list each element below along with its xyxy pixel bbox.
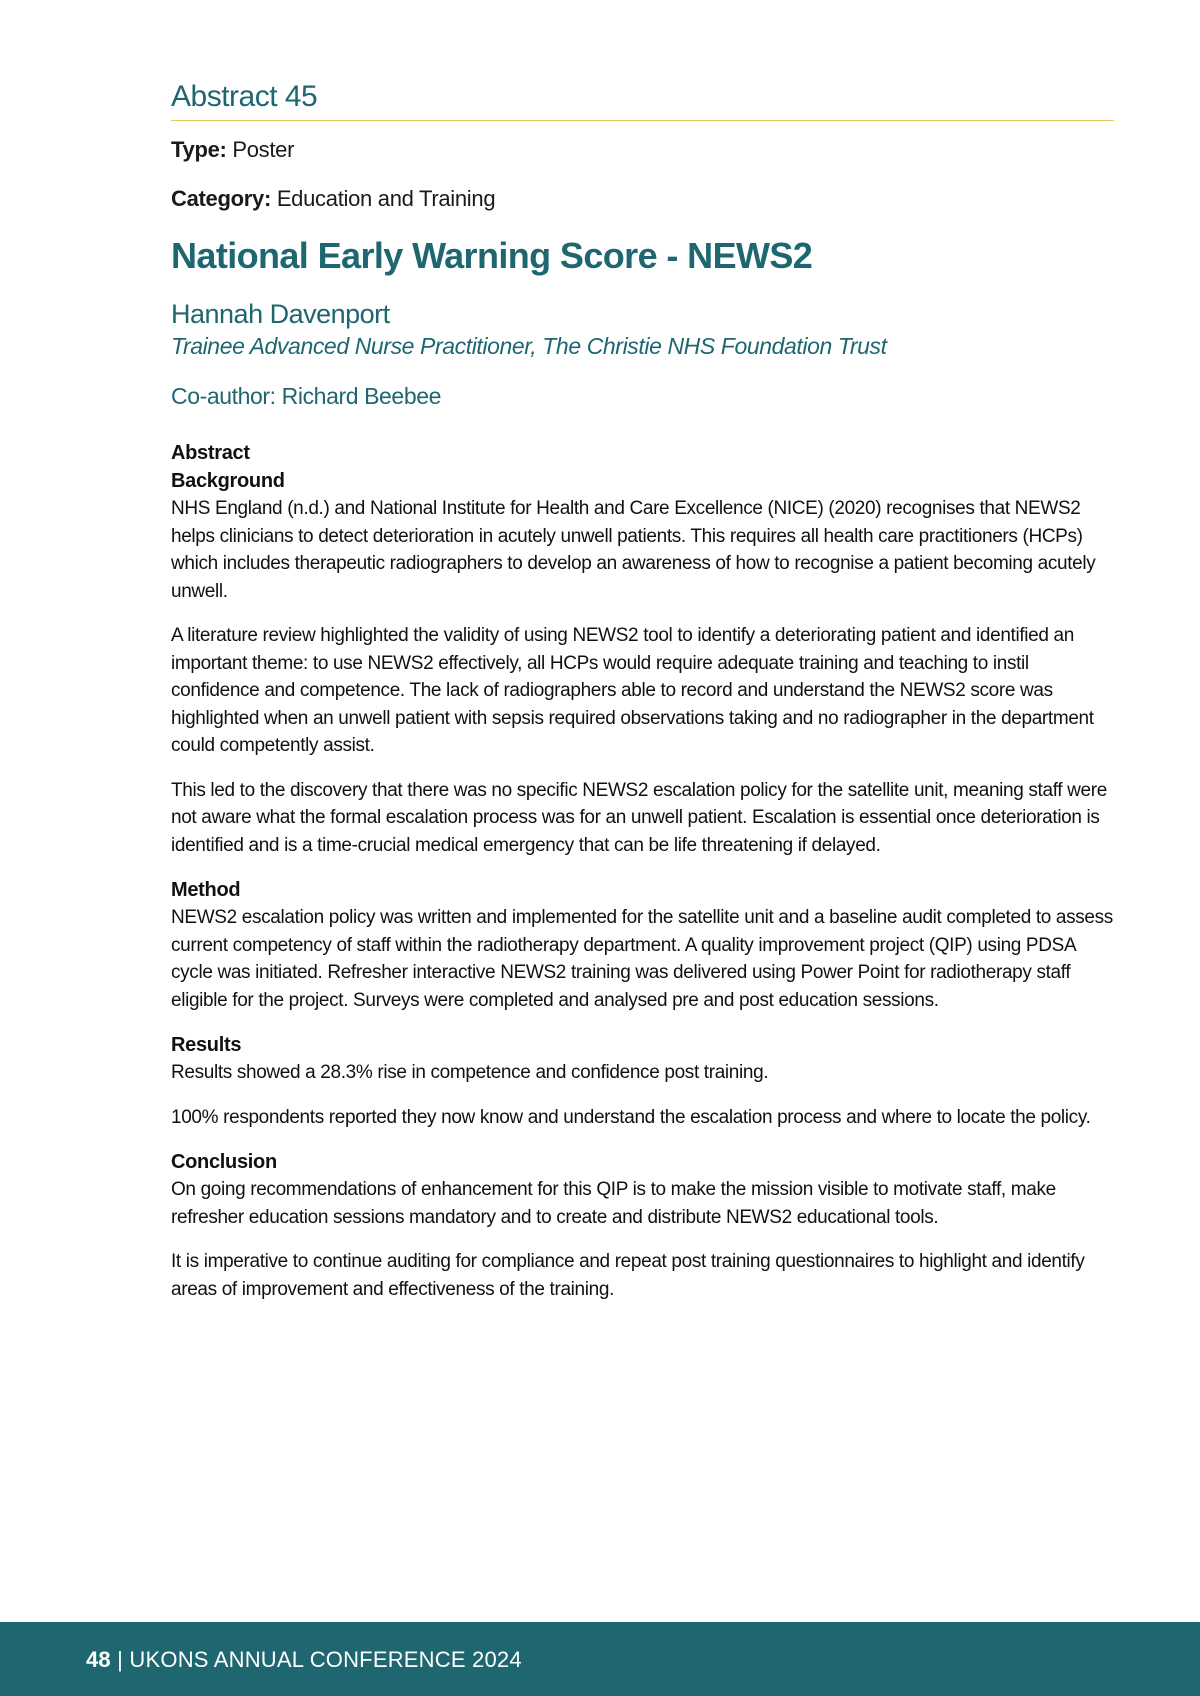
method-paragraph: NEWS2 escalation policy was written and implemented for the satellite unit and a baseline audit completed to assess current competency of staff within the radiotherapy department. A quality improvement project (QIP) using PDSA cycle was initiated. Refresher interactive NEWS2 training was delivered using Power Point for radiotherapy staff eligible for the project. Surveys were completed and analysed pre and post education sessions.	[171, 907, 1113, 1011]
abstract-heading: Abstract	[171, 442, 250, 464]
background-paragraph: NHS England (n.d.) and National Institute for Health and Care Excellence (NICE) (2020) recognises that NEWS2 helps clinicians to detect deterioration in acutely unwell patients. This requires all health care practitioners (HCPs) which includes therapeutic radiographers to develop an awareness of how to recognise a patient becoming acutely unwell.	[171, 498, 1096, 602]
footer-text	[86, 1646, 522, 1674]
results-paragraph: 100% respondents reported they now know and understand the escalation process and where to locate the policy.	[171, 1106, 1091, 1128]
coauthor: Co-author: Richard Beebee	[171, 383, 441, 409]
conclusion-paragraph: On going recommendations of enhancement for this QIP is to make the mission visible to motivate staff, make refresher education sessions mandatory and to create and distribute NEWS2 educational tools.	[171, 1179, 1056, 1228]
type-line	[171, 135, 1114, 165]
category-label: Category:	[171, 186, 271, 211]
category-value: Education and Training	[276, 186, 496, 211]
background-paragraph: A literature review highlighted the validity of using NEWS2 tool to identify a deteriorating patient and identified an important theme: to use NEWS2 effectively, all HCPs would require adequate training and teaching to instil confidence and competence. The lack of radiographers able to record and understand the NEWS2 score was highlighted when an unwell patient with sepsis required observations taking and no radiographer in the department could competently assist.	[171, 625, 1094, 756]
page-footer	[0, 1622, 1200, 1696]
results-paragraph: Results showed a 28.3% rise in competence and confidence post training.	[171, 1062, 769, 1083]
type-label: Type:	[171, 137, 227, 162]
abstract-number: Abstract 45	[171, 80, 318, 113]
abstract-title: National Early Warning Score - NEWS2	[171, 235, 813, 276]
footer-separator: |	[110, 1647, 130, 1672]
background-paragraph: This led to the discovery that there was no specific NEWS2 escalation policy for the satellite unit, meaning staff were not aware what the formal escalation process was for an unwell patient. Escalation is essential once deterioration is identified and is a time-crucial medical emergency that can be life threatening if delayed.	[171, 779, 1107, 856]
author-name: Hannah Davenport	[171, 299, 390, 329]
background-heading: Background	[171, 470, 285, 492]
publication-name: UKONS ANNUAL CONFERENCE 2024	[129, 1647, 522, 1672]
method-heading: Method	[171, 879, 241, 901]
type-value: Poster	[232, 137, 295, 162]
results-heading: Results	[171, 1034, 242, 1056]
divider	[171, 120, 1114, 121]
conclusion-heading: Conclusion	[171, 1151, 277, 1173]
category-line	[171, 184, 1114, 214]
page-number: 48	[86, 1647, 111, 1672]
author-affiliation: Trainee Advanced Nurse Practitioner, The Christie NHS Foundation Trust	[171, 333, 887, 359]
abstract-content	[171, 78, 1114, 1320]
conclusion-paragraph: It is imperative to continue auditing for compliance and repeat post training questionnaires to highlight and identify areas of improvement and effectiveness of the training.	[171, 1251, 1085, 1300]
